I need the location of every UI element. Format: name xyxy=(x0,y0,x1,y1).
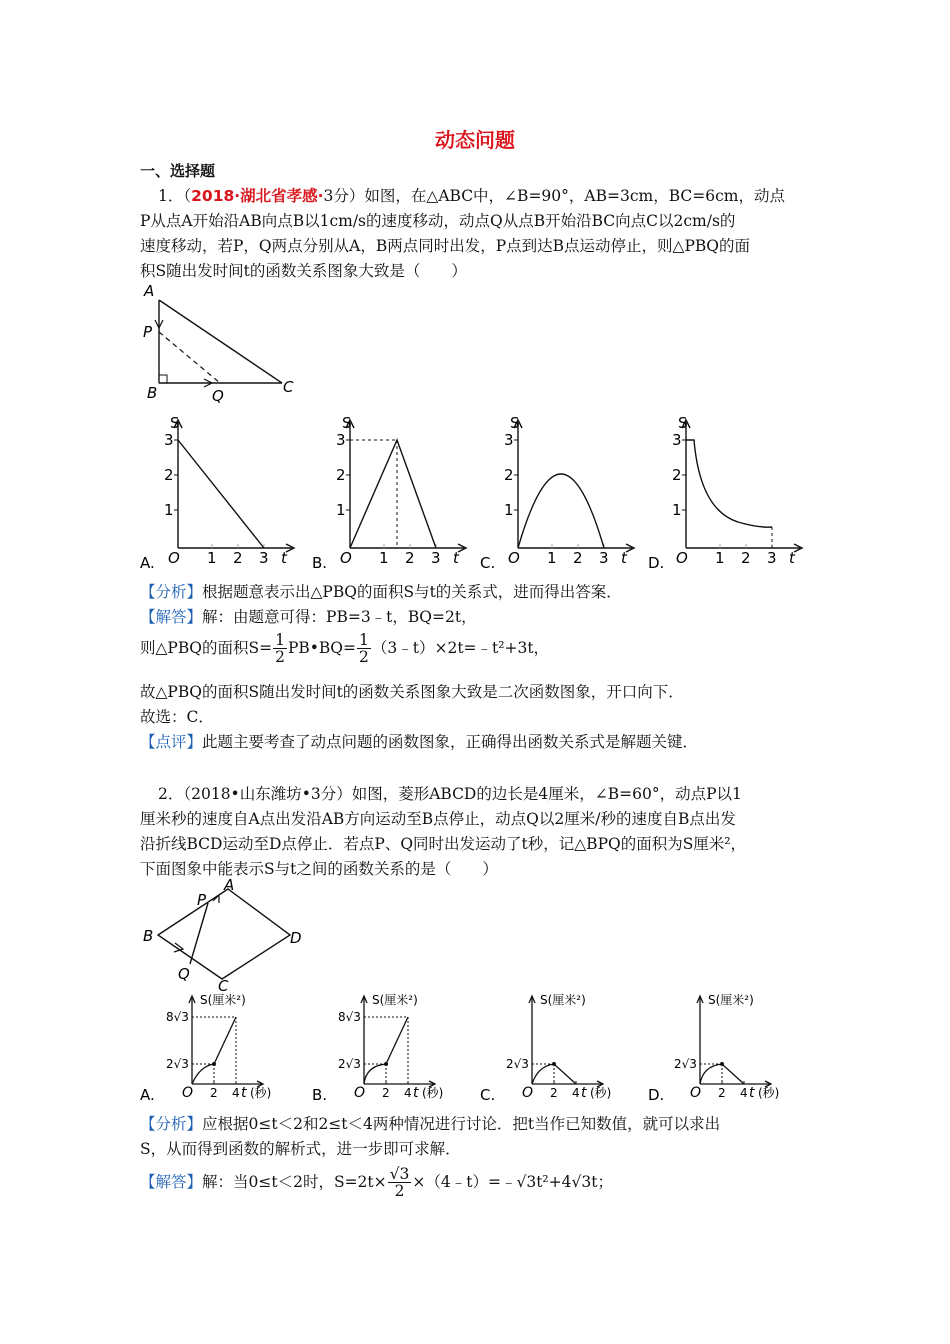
q1-option-graphs xyxy=(140,410,820,575)
svg-text:O: O xyxy=(340,549,352,567)
svg-text:1: 1 xyxy=(715,549,725,567)
svg-text:S(厘米²): S(厘米²) xyxy=(540,993,586,1007)
svg-text:2: 2 xyxy=(336,466,346,484)
q2-option-c-label: C. xyxy=(480,1086,496,1104)
svg-text:2: 2 xyxy=(382,1086,390,1100)
svg-text:2: 2 xyxy=(573,549,583,567)
svg-text:t: t xyxy=(413,1085,419,1101)
label-A: A xyxy=(144,282,155,300)
q1-choice: 故选：C． xyxy=(140,708,214,726)
svg-text:O: O xyxy=(168,549,180,567)
svg-text:(秒): (秒) xyxy=(590,1086,612,1100)
q1-option-a-graph xyxy=(140,414,294,572)
svg-text:2: 2 xyxy=(718,1086,726,1100)
q2-line-1: 2．（2018•山东潍坊•3分）如图，菱形ABCD的边长是4厘米，∠B=60°，动点P以1 xyxy=(158,785,742,803)
page-title: 动态问题 xyxy=(435,128,515,152)
svg-text:8√3: 8√3 xyxy=(338,1010,361,1024)
q2-option-d-graph xyxy=(648,992,779,1104)
svg-text:4: 4 xyxy=(404,1086,412,1100)
svg-text:2√3: 2√3 xyxy=(166,1057,189,1071)
svg-text:O: O xyxy=(354,1085,366,1101)
svg-text:D: D xyxy=(290,929,302,947)
option-c-label: C. xyxy=(480,554,496,572)
svg-text:3: 3 xyxy=(259,549,269,567)
svg-text:2√3: 2√3 xyxy=(338,1057,361,1071)
svg-text:1: 1 xyxy=(547,549,557,567)
q2-option-b-label: B. xyxy=(312,1086,328,1104)
svg-text:2: 2 xyxy=(550,1086,558,1100)
q2-option-c-graph xyxy=(480,992,611,1104)
svg-text:2: 2 xyxy=(164,466,174,484)
svg-text:1: 1 xyxy=(336,501,346,519)
svg-text:S: S xyxy=(342,414,352,432)
q1-triangle-figure xyxy=(138,282,308,407)
svg-text:S(厘米²): S(厘米²) xyxy=(372,993,418,1007)
svg-text:3: 3 xyxy=(672,431,682,449)
svg-text:2√3: 2√3 xyxy=(506,1057,529,1071)
svg-text:S: S xyxy=(170,414,180,432)
svg-text:O: O xyxy=(522,1085,534,1101)
q1-conclusion: 故△PBQ的面积S随出发时间t的函数关系图象大致是二次函数图象，开口向下． xyxy=(140,683,684,701)
label-P: P xyxy=(143,323,153,341)
svg-text:3: 3 xyxy=(599,549,609,567)
q1-option-d-graph xyxy=(648,414,802,572)
svg-text:(秒): (秒) xyxy=(250,1086,272,1100)
svg-text:S: S xyxy=(510,414,520,432)
svg-text:3: 3 xyxy=(336,431,346,449)
q2-option-a-label: A. xyxy=(140,1086,155,1104)
svg-text:3: 3 xyxy=(767,549,777,567)
svg-text:1: 1 xyxy=(672,501,682,519)
svg-text:t: t xyxy=(749,1085,755,1101)
q1-formula: 则△PBQ的面积S= $\frac{1}{2}$ PB•BQ= $\frac{1}{2}$ （3﹣t）×2t=﹣t²+3t， xyxy=(140,631,550,667)
q1-analysis: 【分析】根据题意表示出△PBQ的面积S与t的关系式，进而得出答案． xyxy=(140,583,622,601)
label-Q: Q xyxy=(212,387,224,405)
svg-text:3: 3 xyxy=(504,431,514,449)
label-B: B xyxy=(147,384,158,402)
svg-text:A: A xyxy=(224,876,235,894)
svg-text:2: 2 xyxy=(405,549,415,567)
option-b-label: B. xyxy=(312,554,328,572)
svg-text:Q: Q xyxy=(178,965,190,983)
q2-rhombus-figure xyxy=(138,872,318,992)
svg-text:1: 1 xyxy=(164,501,174,519)
q1-comment: 【点评】此题主要考查了动点问题的函数图象，正确得出函数关系式是解题关键． xyxy=(140,733,699,751)
section-heading: 一、选择题 xyxy=(140,162,216,180)
svg-text:t: t xyxy=(241,1085,247,1101)
svg-text:C: C xyxy=(218,977,229,992)
svg-text:O: O xyxy=(676,549,688,567)
svg-text:1: 1 xyxy=(379,549,389,567)
q2-option-graphs xyxy=(140,990,820,1105)
svg-text:t: t xyxy=(281,549,287,567)
svg-text:S(厘米²): S(厘米²) xyxy=(708,993,754,1007)
q2-line-2: 厘米秒的速度自A点出发沿AB方向运动至B点停止，动点Q以2厘米/秒的速度自B点出发 xyxy=(140,810,736,828)
q1-option-c-graph xyxy=(480,414,634,572)
svg-text:O: O xyxy=(182,1085,194,1101)
q1-line-1: 1．（2018·湖北省孝感·3分）如图，在△ABC中，∠B=90°，AB=3cm，BC=6cm，动点 xyxy=(158,187,785,205)
svg-text:2: 2 xyxy=(741,549,751,567)
q1-line-4: 积S随出发时间t的函数关系图象大致是（ ） xyxy=(140,262,467,280)
svg-text:1: 1 xyxy=(504,501,514,519)
q2-analysis: 【分析】应根据0≤t＜2和2≤t＜4两种情况进行讨论．把t当作已知数值，就可以求出 xyxy=(140,1115,721,1133)
svg-text:P: P xyxy=(197,891,207,909)
svg-text:1: 1 xyxy=(207,549,217,567)
svg-text:t: t xyxy=(453,549,459,567)
svg-text:O: O xyxy=(508,549,520,567)
svg-text:(秒): (秒) xyxy=(422,1086,444,1100)
q2-option-d-label: D. xyxy=(648,1086,665,1104)
svg-text:t: t xyxy=(621,549,627,567)
svg-text:2: 2 xyxy=(233,549,243,567)
svg-text:4: 4 xyxy=(232,1086,240,1100)
svg-text:8√3: 8√3 xyxy=(166,1010,189,1024)
svg-text:2: 2 xyxy=(210,1086,218,1100)
svg-text:S: S xyxy=(678,414,688,432)
svg-text:3: 3 xyxy=(164,431,174,449)
svg-text:(秒): (秒) xyxy=(758,1086,780,1100)
option-d-label: D. xyxy=(648,554,665,572)
q1-line-3: 速度移动，若P，Q两点分别从A，B两点同时出发，P点到达B点运动停止，则△PBQ的面 xyxy=(140,237,750,255)
q2-analysis-2: S，从而得到函数的解析式，进一步即可求解． xyxy=(140,1140,461,1158)
q1-option-b-graph xyxy=(312,414,466,572)
q1-line-2: P从点A开始沿AB向点B以1cm/s的速度移动，动点Q从点B开始沿BC向点C以2cm/s的 xyxy=(140,212,736,230)
svg-text:3: 3 xyxy=(431,549,441,567)
svg-text:4: 4 xyxy=(572,1086,580,1100)
svg-text:2√3: 2√3 xyxy=(674,1057,697,1071)
svg-text:S(厘米²): S(厘米²) xyxy=(200,993,246,1007)
q1-source: 2018·湖北省孝感· xyxy=(191,187,324,205)
svg-text:4: 4 xyxy=(740,1086,748,1100)
q2-solution: 【解答】解：当0≤t＜2时，S=2t× $\frac{√3}{2}$ ×（4﹣t）=﹣√3t²+4√3t； xyxy=(140,1165,613,1201)
svg-text:O: O xyxy=(690,1085,702,1101)
option-a-label: A. xyxy=(140,554,155,572)
svg-text:2: 2 xyxy=(504,466,514,484)
q2-line-4: 下面图象中能表示S与t之间的函数关系的是（ ） xyxy=(140,860,498,878)
svg-text:t: t xyxy=(581,1085,587,1101)
q2-line-3: 沿折线BCD运动至D点停止．若点P、Q同时出发运动了t秒，记△BPQ的面积为S厘米²， xyxy=(140,835,747,853)
svg-text:B: B xyxy=(143,927,154,945)
svg-text:2: 2 xyxy=(672,466,682,484)
q1-solution: 【解答】解：由题意可得：PB=3﹣t，BQ=2t， xyxy=(140,608,477,626)
svg-text:t: t xyxy=(789,549,795,567)
q2-option-b-graph xyxy=(312,992,443,1104)
q2-option-a-graph xyxy=(140,992,271,1104)
label-C: C xyxy=(283,378,294,396)
